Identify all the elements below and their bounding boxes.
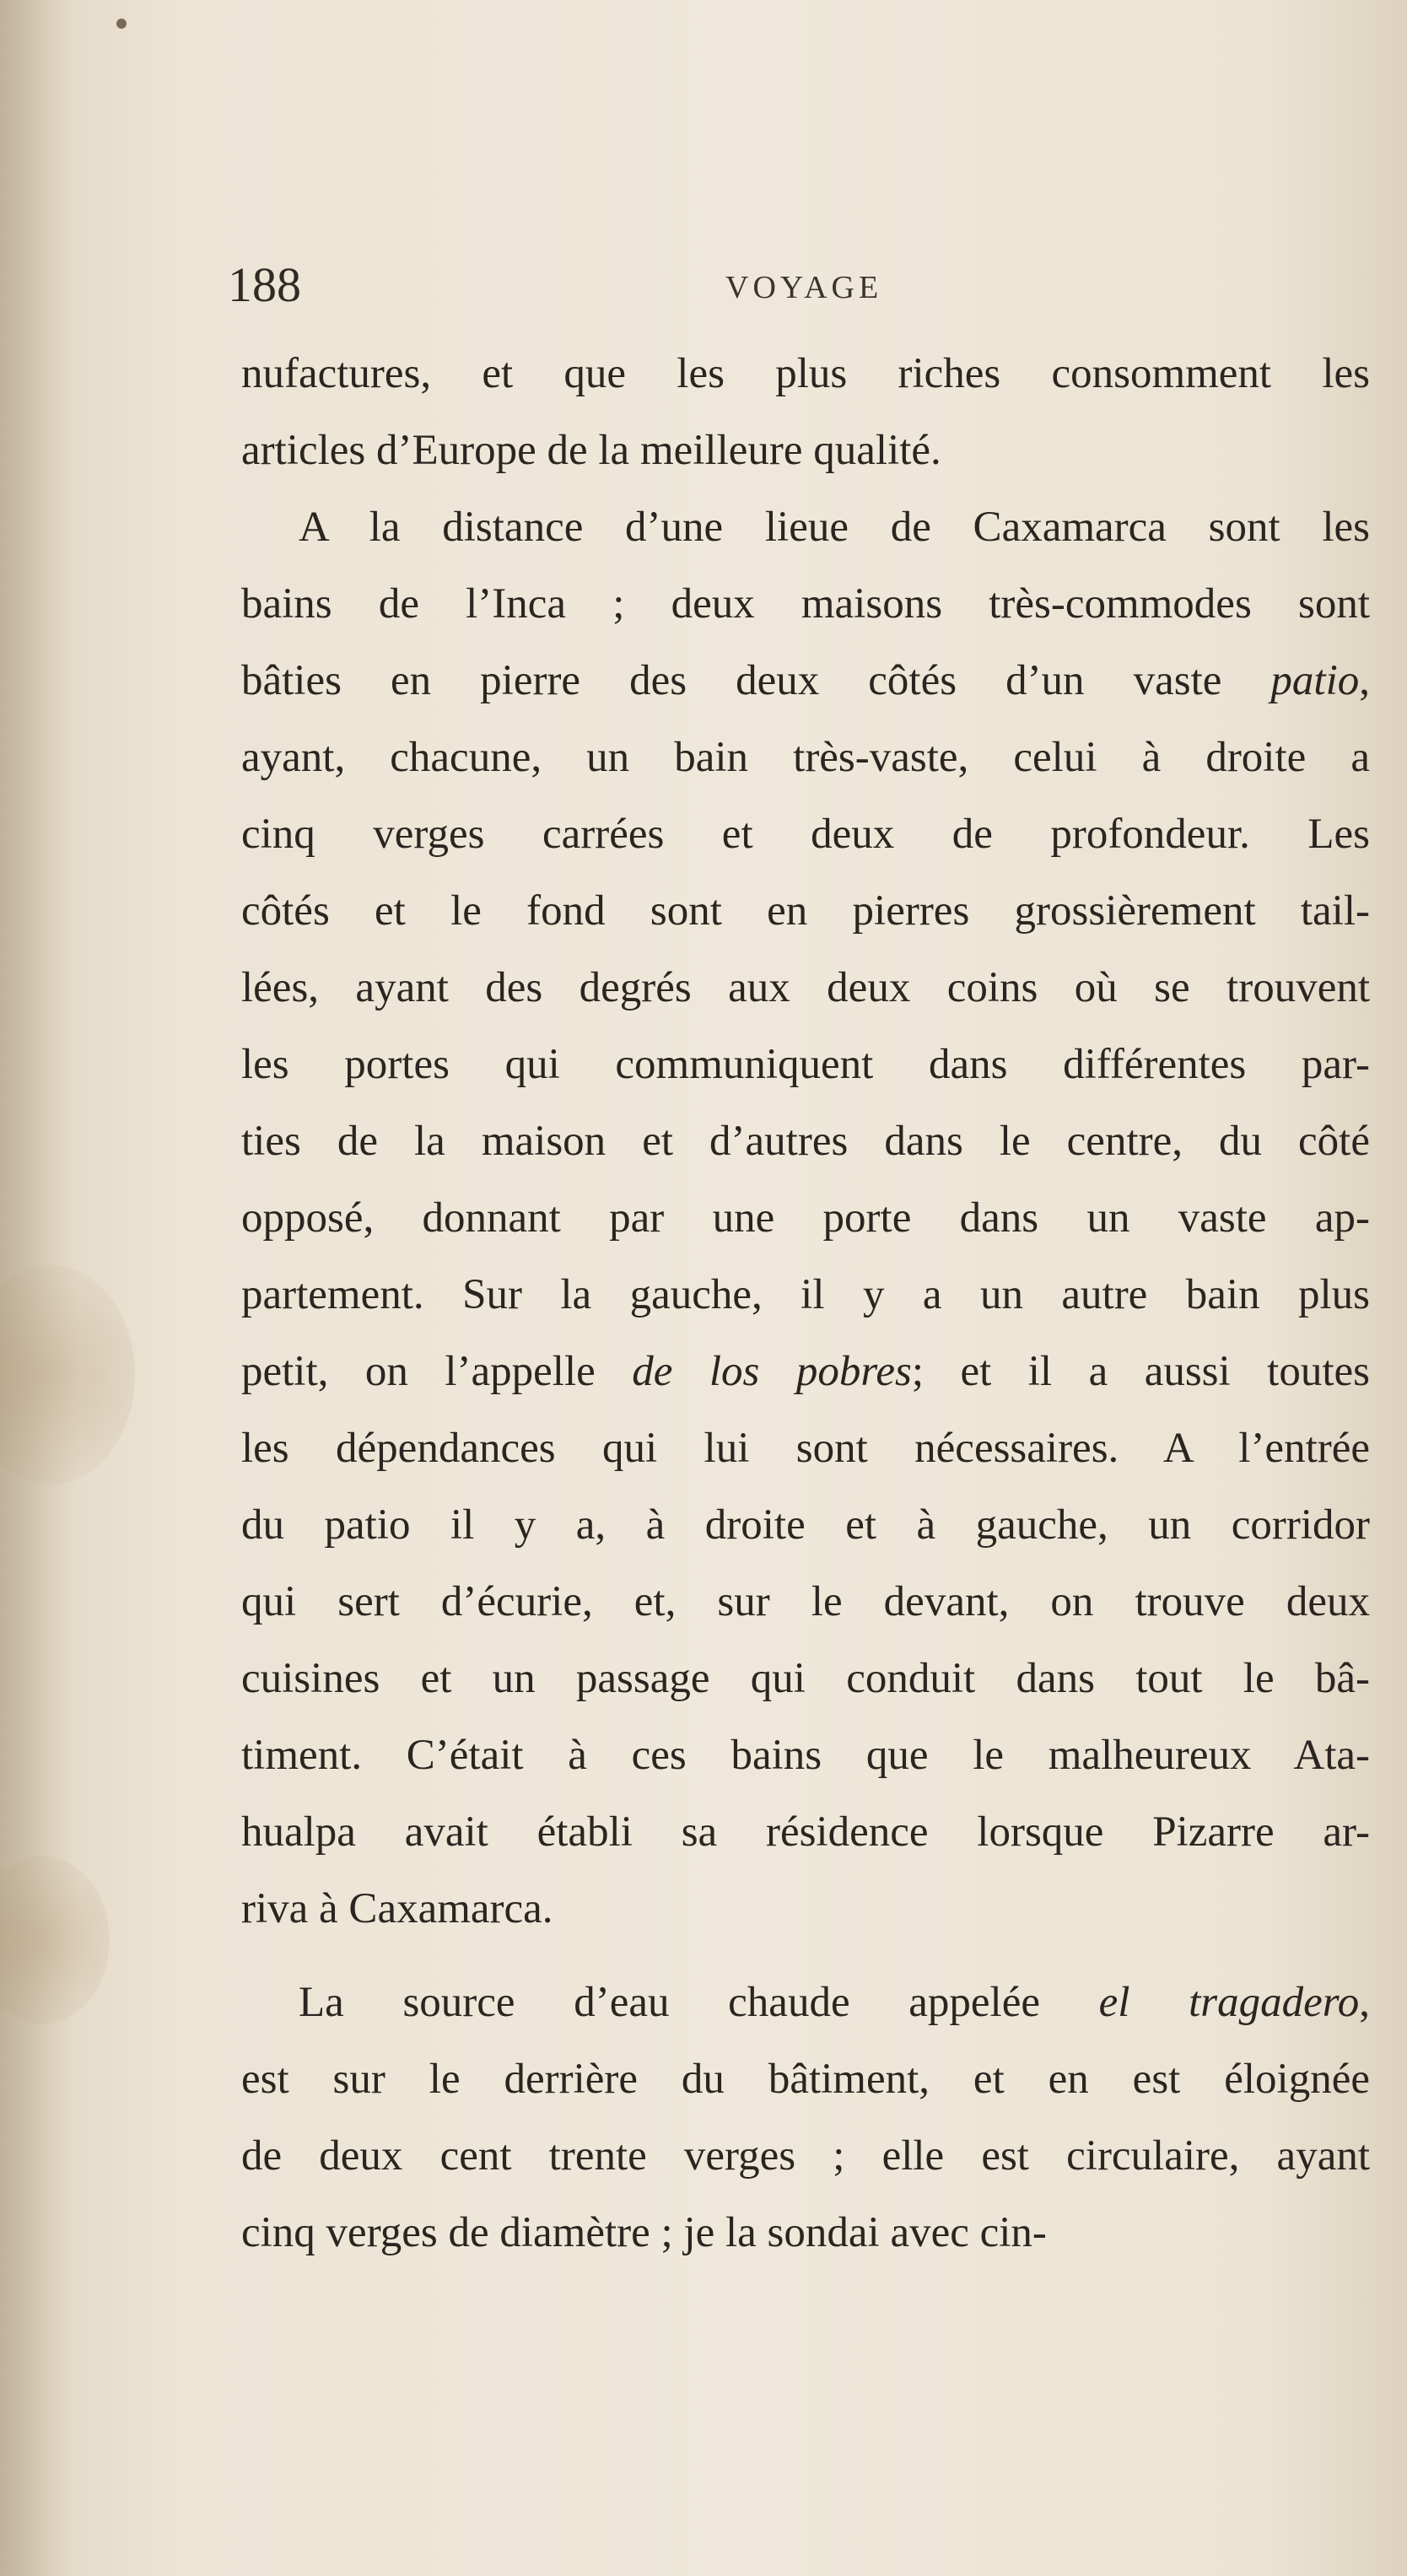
text-run: articles d’Europe de la meilleure qualité. (241, 427, 941, 474)
text-line (241, 1334, 1370, 1410)
text-line (241, 412, 1370, 489)
text-run: ties de la maison et d’autres dans le centre, du côté (241, 1118, 1370, 1165)
text-line (241, 1180, 1370, 1257)
text-line (241, 1641, 1370, 1717)
text-line (241, 2118, 1370, 2195)
italic-term: patio (1270, 657, 1360, 704)
text-line (241, 719, 1370, 796)
text-line (241, 873, 1370, 950)
text-run: , (1359, 657, 1370, 704)
text-run: qui sert d’écurie, et, sur le devant, on trouve deux (241, 1578, 1370, 1625)
text-run: partement. Sur la gauche, il y a un autre bain plus (241, 1271, 1370, 1318)
text-line (241, 2195, 1370, 2272)
italic-term: el tragadero (1098, 1979, 1360, 2026)
foxing-stain (0, 1856, 110, 2024)
text-run: de deux cent trente verges ; elle est circulaire, ayant (241, 2132, 1370, 2180)
text-run: nufactures, et que les plus riches consomment les (241, 350, 1370, 397)
text-line (241, 1564, 1370, 1641)
ink-dot (116, 19, 127, 29)
text-run: du patio il y a, à droite et à gauche, un corridor (241, 1501, 1370, 1549)
text-run: bâties en pierre des deux côtés d’un vaste (241, 657, 1271, 704)
text-run: petit, on l’appelle (241, 1348, 633, 1395)
text-line (241, 489, 1370, 566)
text-run: ayant, chacune, un bain très-vaste, celui à droite a (241, 734, 1370, 781)
text-run: La source d’eau chaude appelée (299, 1979, 1099, 2026)
text-line (241, 950, 1370, 1027)
text-line (241, 796, 1370, 873)
body-text (241, 336, 1370, 2272)
text-line (241, 1410, 1370, 1487)
text-line (241, 1257, 1370, 1334)
text-run: opposé, donnant par une porte dans un vaste ap- (241, 1194, 1370, 1242)
italic-term: de los pobres (632, 1348, 912, 1395)
text-line (241, 1487, 1370, 1564)
text-line (241, 1717, 1370, 1794)
text-line (241, 1103, 1370, 1180)
text-run: ; et il a aussi toutes (911, 1348, 1370, 1395)
text-run: les portes qui communiquent dans différentes par- (241, 1041, 1370, 1088)
text-run: côtés et le fond sont en pierres grossièrement tail- (241, 887, 1370, 935)
text-run: , (1359, 1979, 1370, 2026)
text-line (241, 1794, 1370, 1871)
text-line (241, 336, 1370, 412)
text-run: riva à Caxamarca. (241, 1885, 553, 1932)
running-head: VOYAGE (725, 270, 883, 305)
text-run: cinq verges carrées et deux de profondeur. Les (241, 811, 1370, 858)
text-line (241, 1964, 1370, 2041)
foxing-stain (0, 1265, 135, 1485)
text-run: cinq verges de diamètre ; je la sondai avec cin- (241, 2209, 1047, 2256)
text-line (241, 1871, 1370, 1948)
text-line (241, 1027, 1370, 1103)
text-run: A la distance d’une lieue de Caxamarca sont les (299, 504, 1370, 551)
text-run: est sur le derrière du bâtiment, et en est éloignée (241, 2056, 1370, 2103)
text-run: hualpa avait établi sa résidence lorsque Pizarre ar- (241, 1808, 1370, 1856)
text-run: timent. C’était à ces bains que le malheureux Ata- (241, 1732, 1370, 1779)
page-header (228, 251, 1358, 319)
text-line (241, 566, 1370, 643)
text-line (241, 2041, 1370, 2118)
text-run: bains de l’Inca ; deux maisons très-commodes sont (241, 580, 1370, 628)
text-line (241, 643, 1370, 719)
text-run: les dépendances qui lui sont nécessaires. A l’entrée (241, 1425, 1370, 1472)
text-run: lées, ayant des degrés aux deux coins où se trouvent (241, 964, 1370, 1011)
text-run: cuisines et un passage qui conduit dans tout le bâ- (241, 1655, 1370, 1702)
page-number: 188 (228, 257, 301, 312)
